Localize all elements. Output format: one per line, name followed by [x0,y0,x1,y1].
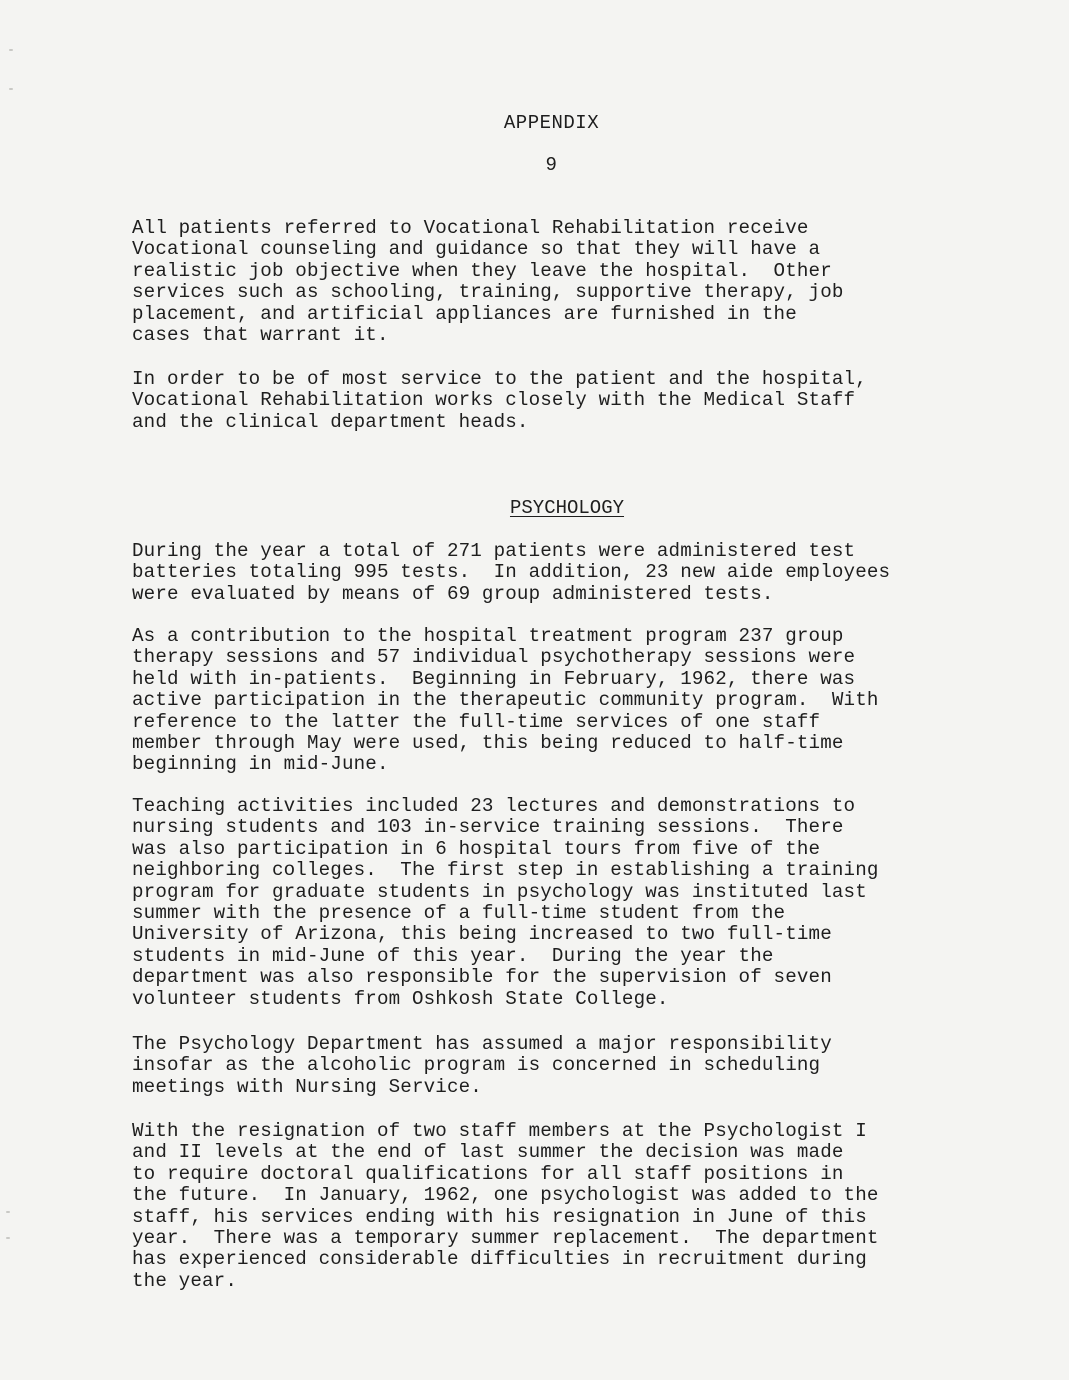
text-line: In order to be of most service to the patient and the hospital, [132,368,867,390]
page-number: 9 [545,154,558,176]
text-line: The Psychology Department has assumed a major responsibility [132,1033,832,1055]
text-line: department was also responsible for the supervision of seven [132,966,832,989]
text-line: year. There was a temporary summer replacement. The department [132,1226,879,1249]
binder-mark-bottom [6,1237,10,1239]
text-line: Teaching activities included 23 lectures and demonstrations to [132,795,856,817]
text-line: the future. In January, 1962, one psychologist was added to the [132,1184,879,1207]
text-line: held with in-patients. Beginning in February, 1962, there was [132,667,856,690]
text-line: volunteer students from Oshkosh State College. [132,987,669,1010]
text-line: Vocational Rehabilitation works closely with the Medical Staff [132,389,856,412]
text-line: University of Arizona, this being increased to two full-time [132,923,832,946]
text-line: therapy sessions and 57 individual psychotherapy sessions were [132,646,856,669]
text-line: batteries totaling 995 tests. In addition, 23 new aide employees [132,561,891,584]
section-heading-psychology [0,497,1069,519]
binder-mark-upper [9,88,13,90]
text-line: was also participation in 6 hospital tours from five of the [132,837,821,860]
paragraph-testing [132,541,1032,605]
text-line: neighboring colleges. The first step in establishing a training [132,859,879,882]
binder-mark-top [9,49,13,51]
text-line: the year. [132,1269,237,1292]
text-line: beginning in mid-June. [132,753,389,776]
text-line: All patients referred to Vocational Rehabilitation receive [132,217,809,239]
text-line: and the clinical department heads. [132,410,529,433]
text-line: staff, his services ending with his resignation in June of this [132,1205,867,1228]
paragraph-treatment-program [132,626,1032,776]
text-line: With the resignation of two staff members at the Psychologist I [132,1120,867,1142]
text-line: member through May were used, this being reduced to half-time [132,731,844,754]
text-line: reference to the latter the full-time services of one staff [132,710,821,733]
text-line: As a contribution to the hospital treatment program 237 group [132,625,844,647]
text-line: and II levels at the end of last summer the decision was made [132,1141,844,1164]
text-line: active participation in the therapeutic community program. With [132,689,879,712]
text-line: students in mid-June of this year. During the year the [132,944,774,967]
binder-mark-lower [6,1211,10,1213]
paragraph-vocational-collaboration [132,369,1032,433]
text-line: program for graduate students in psychology was instituted last [132,880,867,903]
text-line: has experienced considerable difficulties in recruitment during [132,1248,867,1271]
text-line: to require doctoral qualifications for all staff positions in [132,1162,844,1185]
text-line: Vocational counseling and guidance so that they will have a [132,238,821,261]
paragraph-vocational-services [132,218,1032,346]
text-line: nursing students and 103 in-service training sessions. There [132,816,844,839]
text-line: meetings with Nursing Service. [132,1075,482,1098]
text-line: summer with the presence of a full-time student from the [132,901,786,924]
text-line: were evaluated by means of 69 group administered tests. [132,582,774,605]
text-line: realistic job objective when they leave the hospital. Other [132,259,832,282]
section-heading-text: PSYCHOLOGY [509,497,625,519]
text-line: cases that warrant it. [132,323,389,346]
text-line: placement, and artificial appliances are furnished in the [132,302,797,325]
paragraph-alcoholic-program [132,1034,1032,1098]
paragraph-staffing [132,1121,1032,1292]
appendix-title: APPENDIX [503,112,600,134]
text-line: insofar as the alcoholic program is concerned in scheduling [132,1054,821,1077]
text-line: During the year a total of 271 patients were administered test [132,540,856,562]
text-line: services such as schooling, training, supportive therapy, job [132,281,844,304]
paragraph-teaching-activities [132,796,1032,1010]
